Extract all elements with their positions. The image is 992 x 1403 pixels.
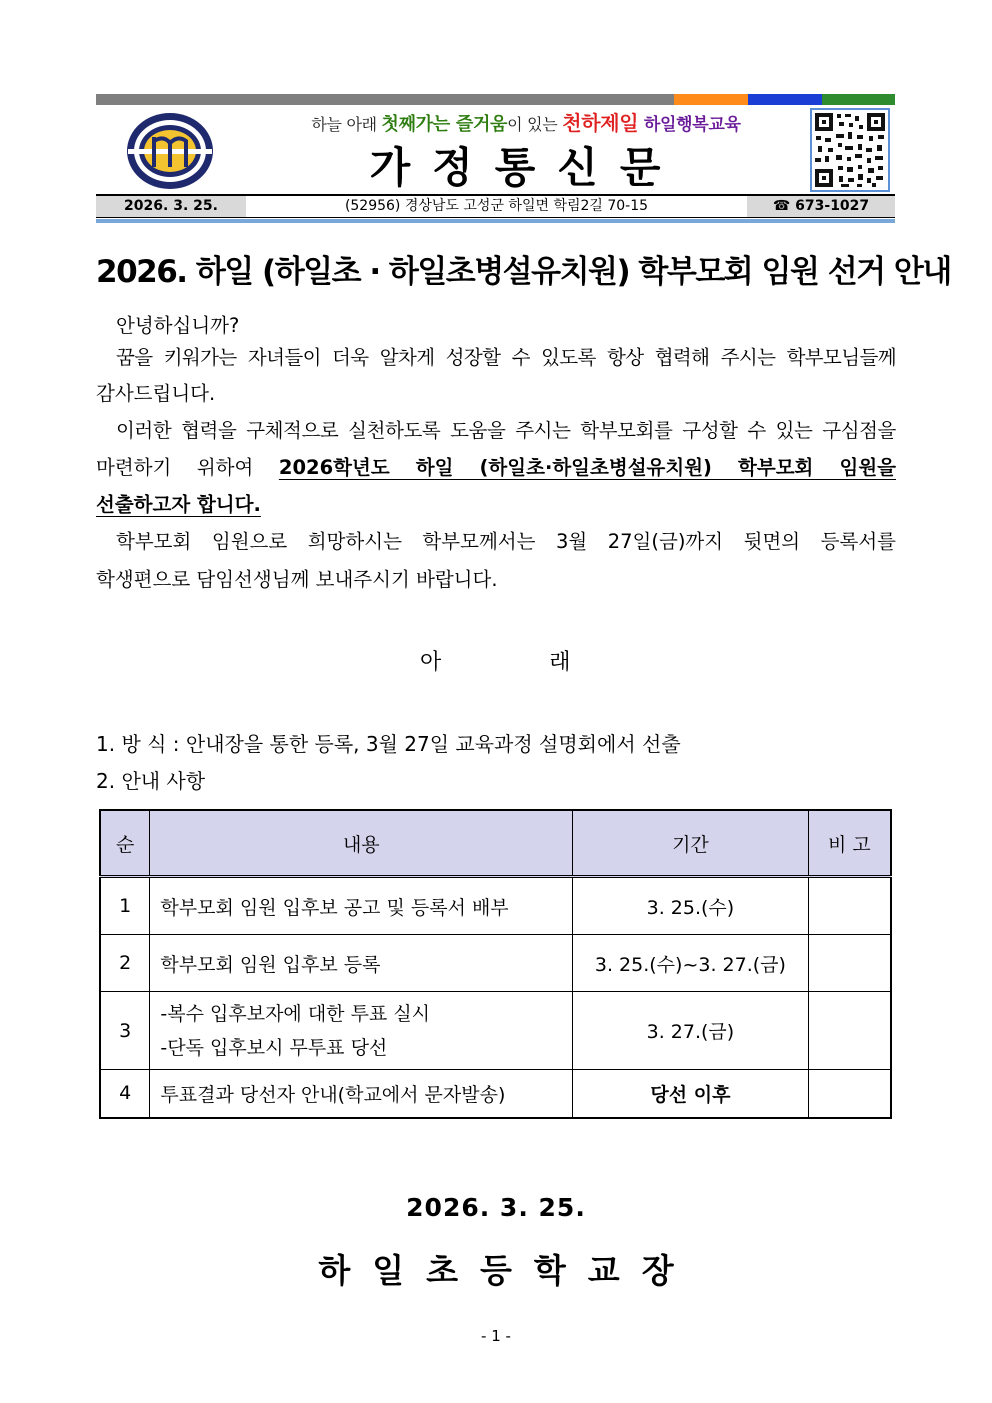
signature-date: 2026. 3. 25.	[406, 1193, 586, 1222]
document-title: 2026. 하일 (하일초 · 하일초병설유치원) 학부모회 임원 선거 안내	[96, 254, 951, 290]
header-content: 내용	[150, 810, 573, 877]
table-row: 2 학부모회 임원 입후보 등록 3. 25.(수)~3. 27.(금)	[100, 935, 891, 992]
header-color-bar	[96, 94, 895, 105]
school-phone: ☎ 673-1027	[747, 196, 895, 217]
paragraph-1-line-2: 감사드립니다.	[96, 382, 216, 405]
paragraph-2-line-3	[96, 486, 896, 524]
paragraph-2-line-2: 마련하기 위하여 2026학년도 하일 (하일초·하일초병설유치원) 학부모회 임원을	[96, 456, 896, 479]
table-row: 1 학부모회 임원 입후보 공고 및 등록서 배부 3. 25.(수)	[100, 877, 891, 935]
signer-name: 하일초등학교장	[318, 1251, 696, 1290]
paragraph-2-line-1: 이러한 협력을 구체적으로 실천하도록 도움을 주시는 학부모회를 구성할 수 있는 구심점을	[116, 419, 896, 442]
page-number: - 1 -	[481, 1327, 511, 1345]
header-note: 비 고	[808, 810, 891, 877]
emphasis-text: 2026학년도 하일 (하일초·하일초병설유치원) 학부모회 임원을	[278, 456, 896, 479]
paragraph-1-line-1: 꿈을 키워가는 자녀들이 더욱 알차게 성장할 수 있도록 항상 협력해 주시는 학부모님들께	[116, 346, 896, 369]
header-slogan: 하늘 아래 첫째가는 즐거움이 있는 천하제일 하일행복교육	[311, 111, 741, 135]
below-heading: 아 래	[420, 650, 571, 675]
method-item: 1. 방 식 : 안내장을 통한 등록, 3월 27일 교육과정 설명회에서 선출	[96, 732, 681, 756]
paragraph-3-line-2: 학생편으로 담임선생님께 보내주시기 바랍니다.	[96, 568, 498, 591]
issue-date: 2026. 3. 25.	[96, 196, 246, 217]
newsletter-header	[96, 105, 895, 193]
table-row: 3 -복수 입후보자에 대한 투표 실시 -단독 입후보시 무투표 당선 3. 27.(금)	[100, 992, 891, 1070]
newsletter-title: 가정통신문	[369, 143, 683, 192]
emphasis-text: 선출하고자 합니다.	[96, 493, 261, 516]
header-period: 기간	[573, 810, 808, 877]
school-address: (52956) 경상남도 고성군 하일면 학림2길 70-15	[344, 198, 649, 214]
header-divider	[96, 219, 895, 223]
greeting-text: 안녕하십니까?	[116, 314, 240, 337]
schedule-table	[99, 809, 892, 1119]
table-row: 4 투표결과 당선자 안내(학교에서 문자발송) 당선 이후	[100, 1070, 891, 1118]
qr-code-icon	[810, 108, 890, 192]
header-no: 순	[100, 810, 150, 877]
guide-item: 2. 안내 사항	[96, 769, 206, 793]
school-logo-icon	[124, 109, 216, 193]
header-info-bar	[96, 194, 895, 218]
paragraph-3-line-1: 학부모회 임원으로 희망하시는 학부모께서는 3월 27일(금)까지 뒷면의 등록서를	[116, 530, 896, 553]
table-header-row	[100, 810, 891, 877]
